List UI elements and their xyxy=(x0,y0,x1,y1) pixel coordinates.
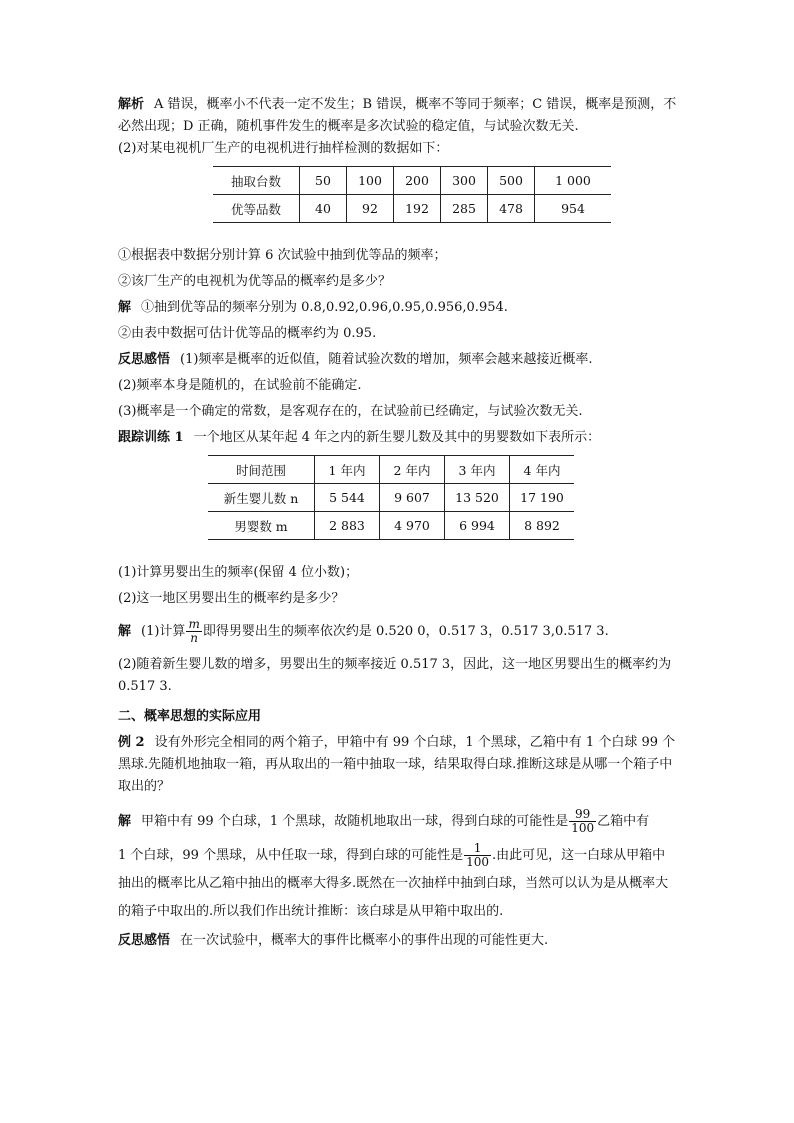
example-label: 例 2 xyxy=(118,735,145,750)
table-cell: 男婴数 m xyxy=(208,512,315,540)
tracking-exercise xyxy=(118,427,678,449)
solution-label: 解 xyxy=(118,814,132,829)
fraction-99-over-100 xyxy=(569,808,596,835)
fraction-1-over-100 xyxy=(464,842,491,869)
fraction-denominator: 100 xyxy=(466,855,489,869)
table-cell: 优等品数 xyxy=(213,195,300,223)
analysis-text: A 错误，概率小不代表一定不发生；B 错误，概率不等同于频率；C 错误，概率是预测，不必然出现；D 正确，随机事件发生的概率是多次试验的稳定值，与试验次数无关. xyxy=(118,97,677,134)
sampling-table-wrapper xyxy=(213,166,678,223)
table-row xyxy=(213,167,611,195)
table-cell: 285 xyxy=(441,195,488,223)
fraction-denominator: n xyxy=(186,631,201,645)
solution-text-line2: 1 个白球，99 个黑球，从中任取一球，得到白球的可能性是 xyxy=(118,848,464,863)
table-cell: 5 544 xyxy=(315,484,380,512)
table-row xyxy=(208,512,574,540)
reflection-2: (2)频率本身是随机的，在试验前不能确定. xyxy=(118,378,362,393)
reflection-text: 在一次试验中，概率大的事件比概率小的事件出现的可能性更大. xyxy=(180,933,549,948)
tracking-solution-1 xyxy=(118,614,678,650)
solution-text-line2-post: .由此可见，这一白球从甲箱中抽出的概率比从乙箱中抽出的概率大得多.既然在一次抽样中抽到白球，当然可以认为是从概率大的箱子中取出的.所以我们作出统计推断：该白球是从甲箱中取出的. xyxy=(118,848,669,919)
table-cell: 抽取台数 xyxy=(213,167,300,195)
table-cell: 192 xyxy=(394,195,441,223)
analysis-paragraph xyxy=(118,94,678,138)
solution-text: ①抽到优等品的频率分别为 0.8,0.92,0.96,0.95,0.956,0.954. xyxy=(141,300,508,315)
table-cell: 3 年内 xyxy=(445,456,510,484)
table-cell: 40 xyxy=(300,195,347,223)
tracking-solution-2: (2)随着新生婴儿数的增多，男婴出生的频率接近 0.517 3，因此，这一地区男婴出生的概率约为 0.517 3. xyxy=(118,657,672,694)
fraction-numerator: 99 xyxy=(575,807,591,821)
table-cell: 4 年内 xyxy=(510,456,575,484)
table-cell: 200 xyxy=(394,167,441,195)
tracking-question-2: (2)这一地区男婴出生的概率约是多少？ xyxy=(118,591,345,606)
table-cell: 50 xyxy=(300,167,347,195)
solution-text-mid: 乙箱中有 xyxy=(597,814,650,829)
solution-text-pre: 甲箱中有 99 个白球，1 个黑球，故随机地取出一球，得到白球的可能性是 xyxy=(141,814,569,829)
table-row xyxy=(208,456,574,484)
births-table-wrapper xyxy=(208,455,678,540)
table-cell: 1 000 xyxy=(535,167,612,195)
reflection-label: 反思感悟 xyxy=(118,352,171,367)
table-cell: 300 xyxy=(441,167,488,195)
tracking-text: 一个地区从某年起 4 年之内的新生婴儿数及其中的男婴数如下表所示： xyxy=(193,430,601,445)
solution-label: 解 xyxy=(118,300,132,315)
fraction-numerator: m xyxy=(188,617,200,631)
table-cell: 6 994 xyxy=(445,512,510,540)
table-row xyxy=(213,195,611,223)
reflection-text: (1)频率是概率的近似值，随着试验次数的增加，频率会越来越接近概率. xyxy=(180,352,593,367)
table-cell: 2 年内 xyxy=(380,456,445,484)
table-cell: 13 520 xyxy=(445,484,510,512)
reflection-1 xyxy=(118,349,678,371)
reflection-label: 反思感悟 xyxy=(118,933,171,948)
table-cell: 9 607 xyxy=(380,484,445,512)
reflection-4 xyxy=(118,930,678,952)
tracking-label: 跟踪训练 1 xyxy=(118,430,184,445)
fraction-numerator: 1 xyxy=(473,841,482,855)
solution-1 xyxy=(118,297,678,319)
solution-text-post: 即得男婴出生的频率依次约是 0.520 0，0.517 3，0.517 3,0.517 3. xyxy=(202,624,609,639)
table-cell: 4 970 xyxy=(380,512,445,540)
question-2: ②该厂生产的电视机为优等品的概率约是多少？ xyxy=(118,274,392,289)
example-2 xyxy=(118,732,678,798)
example-2-solution-cont xyxy=(118,842,678,926)
table-cell: 500 xyxy=(488,167,535,195)
sampling-table xyxy=(213,166,611,223)
document-page xyxy=(118,94,678,952)
table-cell: 100 xyxy=(347,167,394,195)
table-cell: 954 xyxy=(535,195,612,223)
table-cell: 新生婴儿数 n xyxy=(208,484,315,512)
solution-label: 解 xyxy=(118,624,132,639)
problem-2-intro: (2)对某电视机厂生产的电视机进行抽样检测的数据如下： xyxy=(118,141,449,156)
fraction-m-over-n xyxy=(186,618,201,645)
fraction-denominator: 100 xyxy=(571,821,595,835)
tracking-question-1: (1)计算男婴出生的频率(保留 4 位小数)； xyxy=(118,565,359,580)
table-cell: 478 xyxy=(488,195,535,223)
solution-text-pre: (1)计算 xyxy=(141,624,186,639)
example-text: 设有外形完全相同的两个箱子，甲箱中有 99 个白球，1 个黑球，乙箱中有 1 个白球 99 个黑球.先随机地抽取一箱，再从取出的一箱中抽取一球，结果取得白球.推断这球是从哪一个箱子中取出的？ xyxy=(118,735,676,794)
births-table xyxy=(208,455,574,540)
table-cell: 2 883 xyxy=(315,512,380,540)
example-2-solution xyxy=(118,802,678,842)
table-row xyxy=(208,484,574,512)
section-heading: 二、概率思想的实际应用 xyxy=(118,709,262,724)
question-1: ①根据表中数据分别计算 6 次试验中抽到优等品的频率； xyxy=(118,248,447,263)
table-cell: 92 xyxy=(347,195,394,223)
table-cell: 1 年内 xyxy=(315,456,380,484)
table-cell: 8 892 xyxy=(510,512,575,540)
analysis-label: 解析 xyxy=(118,97,145,112)
table-cell: 17 190 xyxy=(510,484,575,512)
table-cell: 时间范围 xyxy=(208,456,315,484)
reflection-3: (3)概率是一个确定的常数，是客观存在的，在试验前已经确定，与试验次数无关. xyxy=(118,404,583,419)
solution-2: ②由表中数据可估计优等品的概率约为 0.95. xyxy=(118,326,377,341)
